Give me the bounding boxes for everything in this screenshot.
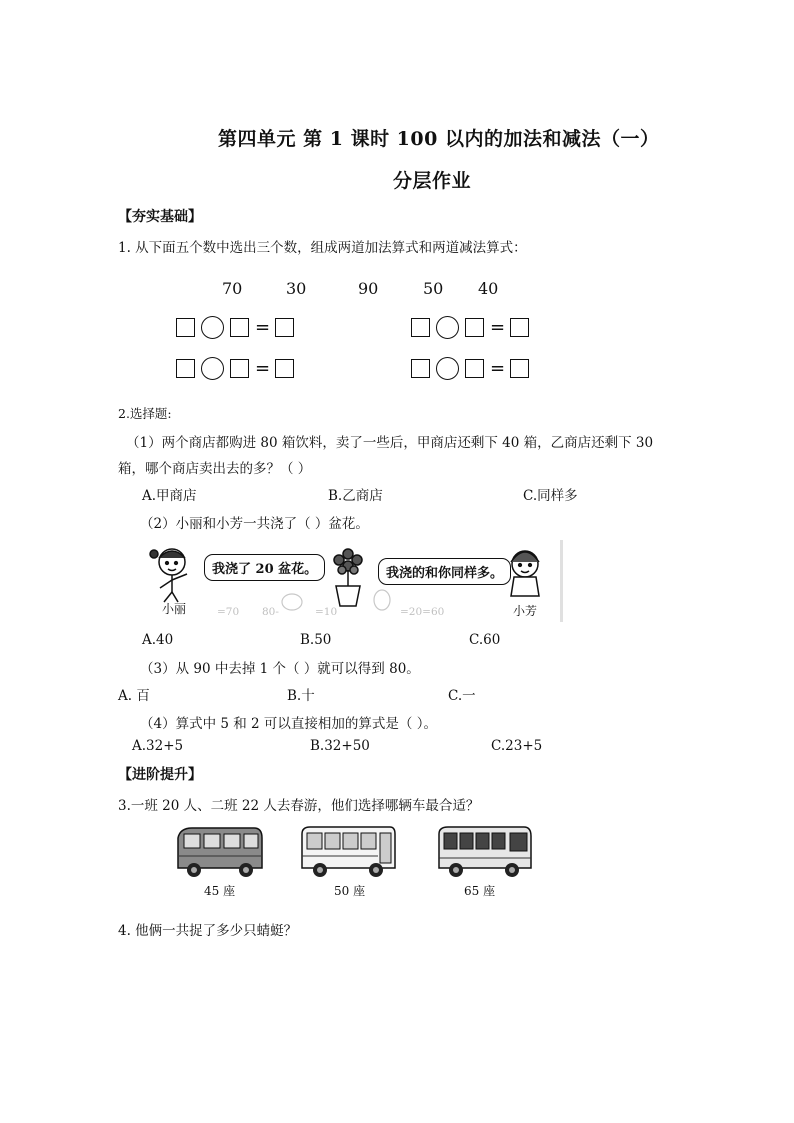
q2-part1-line2: 箱，哪个商店卖出去的多？（ ） [118, 461, 312, 477]
question-3-text: 3.一班 20 人、二班 22 人去春游，他们选择哪辆车最合适？ [118, 798, 480, 814]
operator-circle[interactable] [201, 316, 224, 339]
equals-sign: = [255, 358, 271, 379]
q2-part4-option-c[interactable]: C.23+5 [491, 738, 543, 754]
q2-part1-option-c[interactable]: C.同样多 [523, 488, 578, 504]
q2-part2-text: （2）小丽和小芳一共浇了（ ）盆花。 [140, 516, 369, 532]
page-title: 第四单元 第 1 课时 100 以内的加法和减法（一） [218, 128, 660, 150]
answer-box[interactable] [275, 318, 294, 337]
bus-option-65[interactable] [436, 824, 534, 898]
equals-sign: = [490, 358, 506, 379]
section-advanced-heading: 【进阶提升】 [118, 767, 202, 783]
q2-part2-option-b[interactable]: B.50 [300, 632, 332, 648]
equation-row-sub-2 [411, 357, 529, 380]
q2-part4-text: （4）算式中 5 和 2 可以直接相加的算式是（ ）。 [140, 716, 437, 732]
speech-bubble-xiaofang: 我浇的和你同样多。 [378, 558, 511, 585]
operator-circle[interactable] [436, 357, 459, 380]
q2-part3-option-b[interactable]: B.十 [287, 688, 315, 704]
answer-box[interactable] [411, 359, 430, 378]
q1-number: 30 [286, 279, 307, 298]
q2-part4-option-b[interactable]: B.32+50 [310, 738, 370, 754]
equation-row-add-2 [411, 316, 529, 339]
question-4-text: 4. 他俩一共捉了多少只蜻蜓？ [118, 923, 298, 939]
minibus-icon [172, 824, 266, 880]
q2-part2-option-a[interactable]: A.40 [142, 632, 174, 648]
equals-sign: = [490, 317, 506, 338]
question-1-text: 1. 从下面五个数中选出三个数，组成两道加法算式和两道减法算式： [118, 240, 527, 256]
faint-mark: 80- [262, 606, 279, 618]
section-basic-heading: 【夯实基础】 [118, 209, 202, 225]
name-label-xiaofang: 小芳 [513, 604, 538, 618]
answer-box[interactable] [411, 318, 430, 337]
q2-part1-line1: （1）两个商店都购进 80 箱饮料，卖了一些后，甲商店还剩下 40 箱，乙商店还剩下 30 [126, 435, 654, 451]
q2-part3-option-a[interactable]: A. 百 [118, 688, 150, 704]
q1-number: 50 [423, 279, 444, 298]
operator-circle[interactable] [201, 357, 224, 380]
q1-number: 70 [222, 279, 243, 298]
watering-flowers-illustration [142, 540, 566, 622]
bus-seat-label: 45 座 [204, 884, 236, 898]
q2-part3-text: （3）从 90 中去掉 1 个（ ）就可以得到 80。 [140, 661, 420, 677]
bus-seat-label: 50 座 [334, 884, 366, 898]
answer-box[interactable] [510, 318, 529, 337]
bus-option-45[interactable] [172, 824, 266, 898]
answer-box[interactable] [275, 359, 294, 378]
answer-box[interactable] [465, 318, 484, 337]
bus-option-50[interactable] [298, 824, 398, 898]
equals-sign: = [255, 317, 271, 338]
coach-bus-icon [436, 824, 534, 880]
bus-seat-label: 65 座 [464, 884, 496, 898]
faint-mark: =20=60 [400, 606, 445, 618]
q2-part3-option-c[interactable]: C.一 [448, 688, 476, 704]
q1-number: 40 [478, 279, 499, 298]
q2-part1-option-a[interactable]: A.甲商店 [142, 488, 197, 504]
page-subtitle: 分层作业 [393, 170, 472, 192]
equation-row-sub-1 [176, 357, 294, 380]
answer-box[interactable] [510, 359, 529, 378]
answer-box[interactable] [230, 318, 249, 337]
speech-bubble-xiaoli: 我浇了 20 盆花。 [204, 554, 325, 581]
operator-circle[interactable] [436, 316, 459, 339]
answer-box[interactable] [230, 359, 249, 378]
equation-row-add-1 [176, 316, 294, 339]
question-2-title: 2.选择题: [118, 406, 172, 421]
answer-box[interactable] [176, 318, 195, 337]
q2-part2-option-c[interactable]: C.60 [469, 632, 501, 648]
faint-mark: =70 [217, 606, 240, 618]
name-label-xiaoli: 小丽 [162, 602, 187, 616]
q1-number: 90 [358, 279, 379, 298]
bus-icon [298, 824, 398, 880]
q2-part1-option-b[interactable]: B.乙商店 [328, 488, 383, 504]
q2-part4-option-a[interactable]: A.32+5 [132, 738, 184, 754]
answer-box[interactable] [465, 359, 484, 378]
answer-box[interactable] [176, 359, 195, 378]
faint-mark: =10 [315, 606, 338, 618]
